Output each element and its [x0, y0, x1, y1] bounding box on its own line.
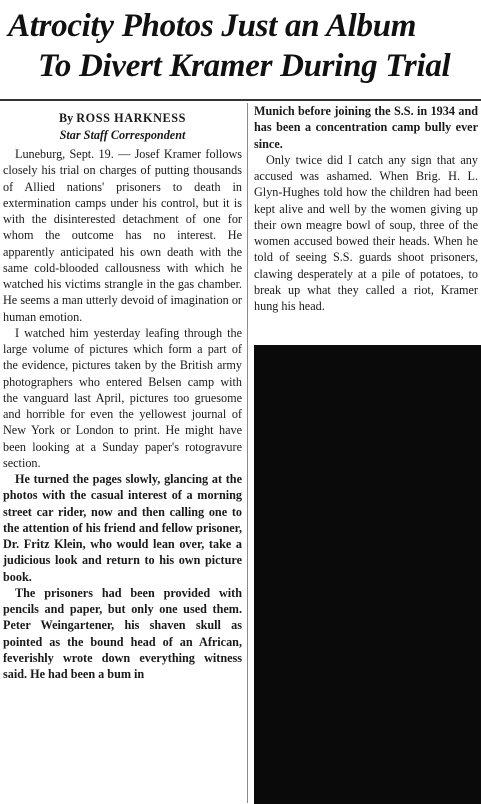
headline — [0, 6, 481, 86]
article-paragraph-4-continued: Munich before joining the S.S. in 1934 and has been a concentration camp bully ever since. — [254, 104, 478, 151]
column-divider — [247, 103, 248, 803]
article-column-left — [3, 110, 242, 682]
article-paragraph-1: Luneburg, Sept. 19. — Josef Kramer follows closely his trial on charges of putting thousands of Allied nations' prisoners to death in extermination camps under his control, but it is with the disinterested detachment of one for whom the outcome has no interest. He apparently anticipated his own death with the same cold-blooded callousness with which he watched his victims strangle in the gas chamber. He seems a man utterly devoid of imagination or human emotion. — [3, 147, 242, 324]
headline-line-1: Atrocity Photos Just an Album — [8, 8, 417, 44]
byline-prefix: By — [58, 111, 77, 125]
byline-author: ROSS HARKNESS — [76, 111, 186, 125]
byline — [3, 110, 242, 127]
headline-line-2: To Divert Kramer During Trial — [38, 48, 451, 84]
article-paragraph-4: The prisoners had been provided with pencils and paper, but only one used them. Peter Weingartener, his shaven skull as pointed as the bound head of an African, feverishly wrote down everything witness said. He had been a bum in — [3, 585, 242, 681]
byline-credit: Star Staff Correspondent — [59, 128, 186, 142]
article-paragraph-2: I watched him yesterday leafing through the large volume of pictures which form a part of the evidence, pictures taken by the British army photographers who entered Belsen camp with the vanguard last April, pictures too gruesome and horrible for even the yellowest journal of New York or London to print. He might have been looking at a Sunday paper's rotogravure section. — [3, 325, 242, 470]
article-column-right — [254, 103, 478, 314]
article-paragraph-5: Only twice did I catch any sign that any accused was ashamed. When Brig. H. L. Glyn-Hughes told how the children had been kept alive and well by the women giving up their own meagre bowl of soup, three of the women accused bowed their heads. When he told of seeing S.S. guards shoot prisoners, clawing desperately at a pile of potatoes, to break up what they called a riot, Kramer hung his head. — [254, 152, 478, 313]
headline-rule — [0, 99, 481, 101]
article-paragraph-3: He turned the pages slowly, glancing at the photos with the casual interest of a morning street car rider, now and then calling one to the attention of his friend and fellow prisoner, Dr. Fritz Klein, who would lean over, take a judicious look and return to his own picture book. — [3, 472, 242, 584]
blank-clipping-area — [254, 345, 481, 804]
